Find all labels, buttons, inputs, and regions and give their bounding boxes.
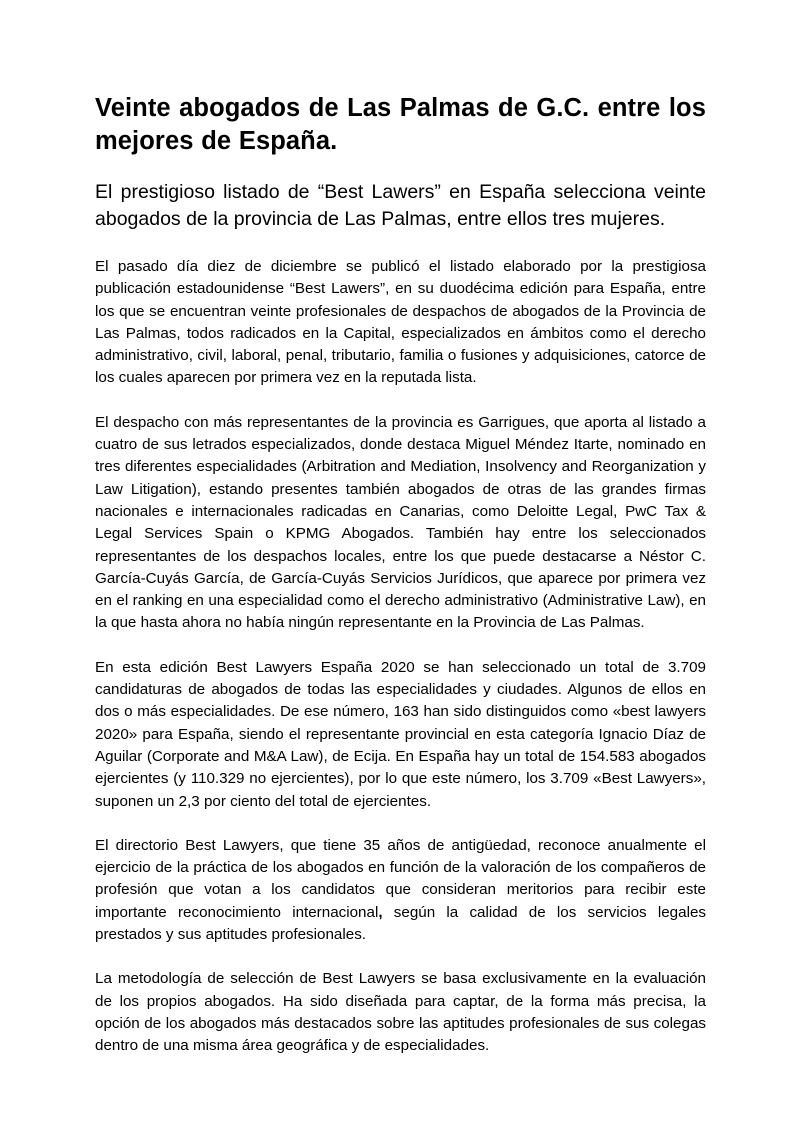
page-title: Veinte abogados de Las Palmas de G.C. entre los mejores de España.	[95, 94, 706, 155]
body-paragraph-1: El pasado día diez de diciembre se publicó el listado elaborado por la prestigiosa publicación estadounidense “Best Lawers”, en su duodécima edición para España, entre los que se encuentran veinte profesionales de despachos de abogados de la Provincia de Las Palmas, todos radicados en la Capital, especializados en ámbitos como el derecho administrativo, civil, laboral, penal, tributario, familia o fusiones y adquisiciones, catorce de los cuales aparecen por primera vez en la reputada lista.	[95, 258, 706, 387]
document-body	[95, 92, 706, 1058]
body-paragraph-4: El directorio Best Lawyers, que tiene 35 años de antigüedad, reconoce anualmente el ejercicio de la práctica de los abogados en función de la valoración de los compañeros de profesión que votan a los candidatos que consideran meritorios para recibir este importante reconocimiento internacional, según la calidad de los servicios legales prestados y sus aptitudes profesionales.	[95, 836, 706, 944]
body-paragraph-2: El despacho con más representantes de la provincia es Garrigues, que aporta al listado a cuatro de sus letrados especializados, donde destaca Miguel Méndez Itarte, nominado en tres diferentes especialidades (Arbitration and Mediation, Insolvency and Reorganization y Law Litigation), estando presentes también abogados de otras de las grandes firmas nacionales e internacionales radicadas en Canarias, como Deloitte Legal, PwC Tax & Legal Services Spain o KPMG Abogados. También hay entre los seleccionados representantes de los despachos locales, entre los que puede destacarse a Néstor C. García-Cuyás García, de García-Cuyás Servicios Jurídicos, que aparece por primera vez en el ranking en una especialidad como el derecho administrativo (Administrative Law), en la que hasta ahora no había ningún representante en la Provincia de Las Palmas.	[95, 413, 706, 632]
document-subtitle: El prestigioso listado de “Best Lawers” en España selecciona veinte abogados de la provincia de Las Palmas, entre ellos tres mujeres.	[95, 181, 706, 230]
body-paragraph-3: En esta edición Best Lawyers España 2020 se han seleccionado un total de 3.709 candidaturas de abogados de todas las especialidades y ciudades. Algunos de ellos en dos o más especialidades. De ese número, 163 han sido distinguidos como «best lawyers 2020» para España, siendo el representante provincial en esta categoría Ignacio Díaz de Aguilar (Corporate and M&A Law), de Ecija. En España hay un total de 154.583 abogados ejercientes (y 110.329 no ejercientes), por lo que este número, los 3.709 «Best Lawyers», suponen un 2,3 por ciento del total de ejercientes.	[95, 658, 706, 810]
body-paragraph-5: La metodología de selección de Best Lawyers se basa exclusivamente en la evaluación de los propios abogados. Ha sido diseñada para captar, de la forma más precisa, la opción de los abogados más destacados sobre las aptitudes profesionales de sus colegas dentro de una misma área geográfica y de especialidades.	[95, 970, 706, 1055]
